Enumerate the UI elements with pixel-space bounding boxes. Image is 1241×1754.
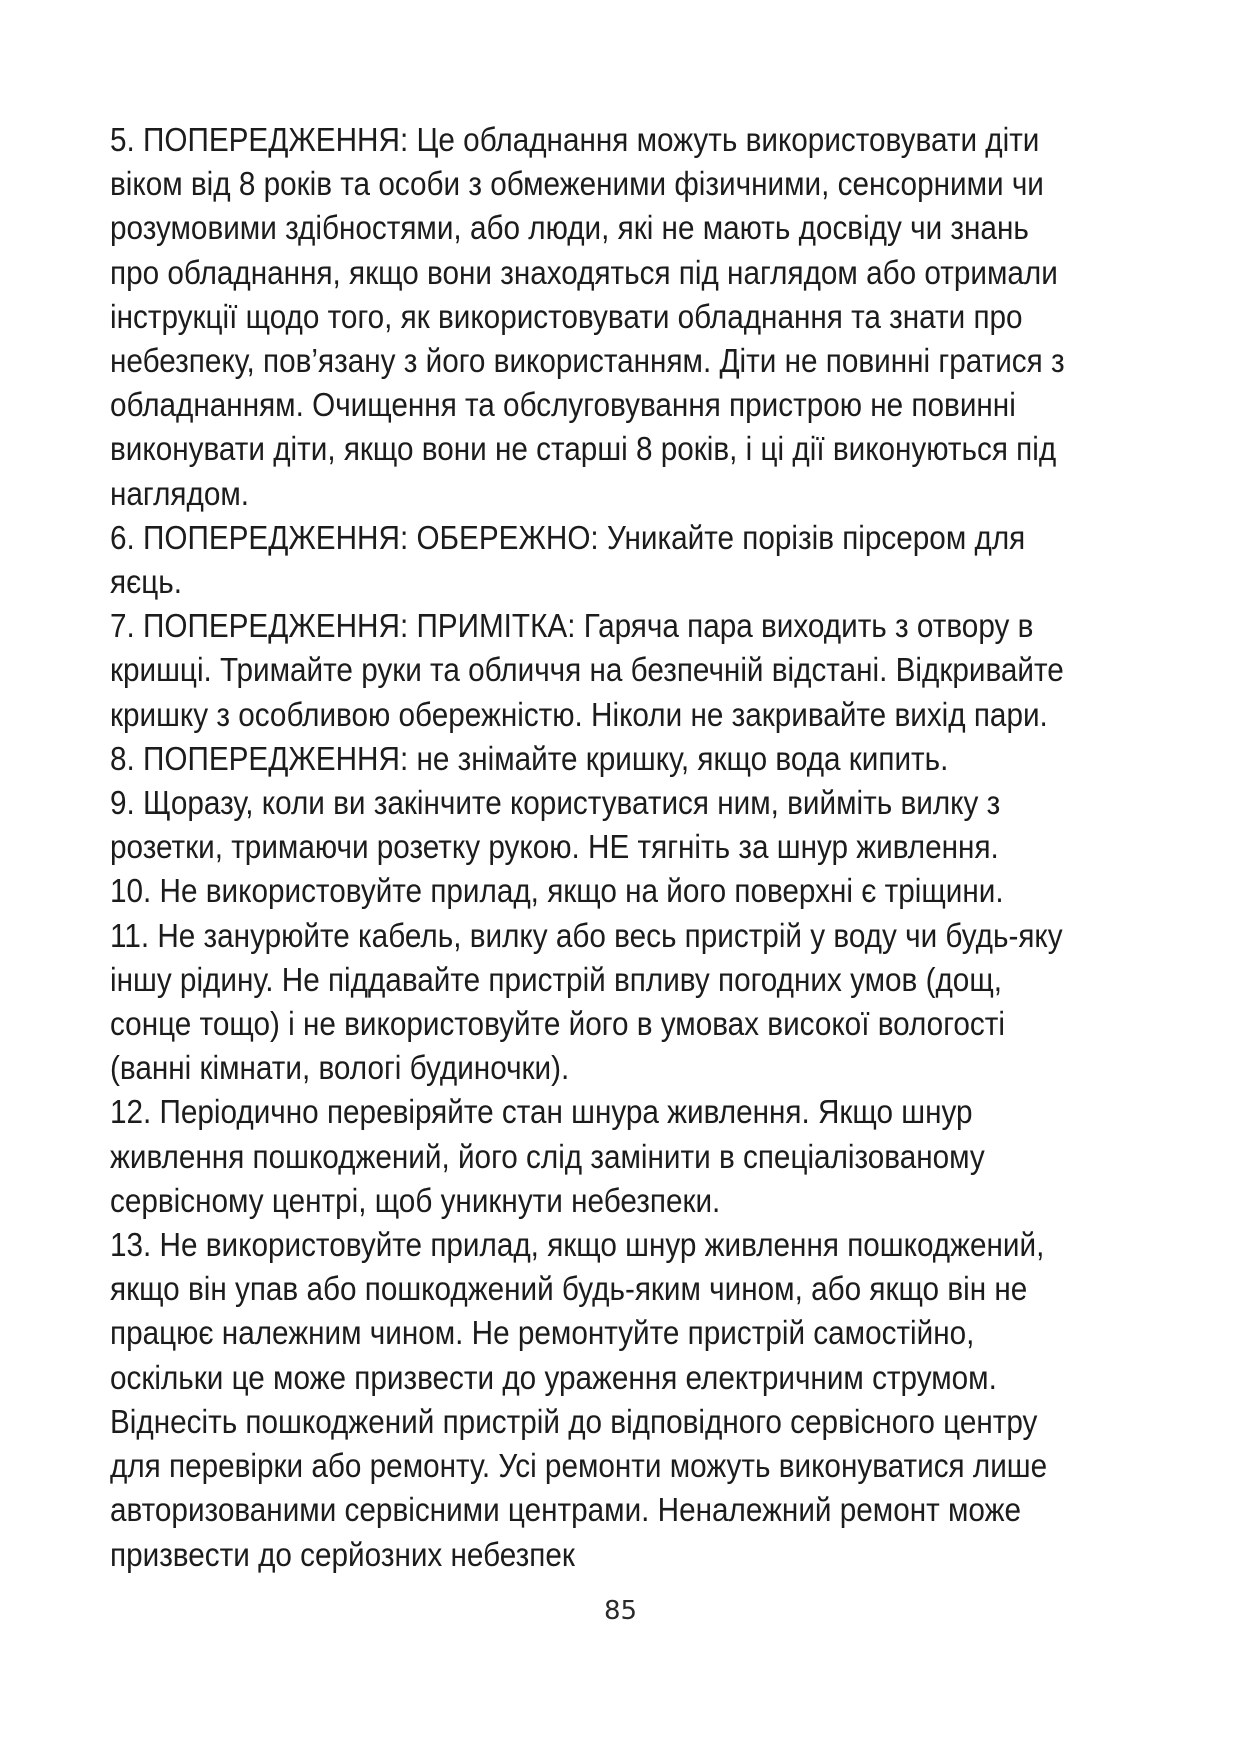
warning-item-7: 7. ПОПЕРЕДЖЕННЯ: ПРИМІТКА: Гаряча пара виходить з отвору в кришці. Тримайте руки та обличчя на безпечній відстані. Відкривайте кришку з особливою обережністю. Ніколи не закривайте вихід пари. xyxy=(110,607,1064,733)
instruction-item-9: 9. Щоразу, коли ви закінчите користуватися ним, вийміть вилку з розетки, тримаючи розетку рукою. НЕ тягніть за шнур живлення. xyxy=(110,784,1001,866)
instruction-item-11: 11. Не занурюйте кабель, вилку або весь пристрій у воду чи будь-яку іншу рідину. Не піддавайте пристрій впливу погодних умов (дощ, сонце тощо) і не використовуйте його в умовах високої вологості (ванні кімнати, вологі будиночки). xyxy=(110,916,1063,1087)
warning-item-5: 5. ПОПЕРЕДЖЕННЯ: Це обладнання можуть використовувати діти віком від 8 років та особи з обмеженими фізичними, сенсорними чи розумовими здібностями, або люди, які не мають досвіду чи знань про обладнання, якщо вони знаходяться під наглядом або отримали інструкції щодо того, як використовувати обладнання та знати про небезпеку, пов’язану з його використанням. Діти не повинні гратися з обладнанням. Очищення та обслуговування пристрою не повинні виконувати діти, якщо вони не старші 8 років, і ці дії виконуються під наглядом. xyxy=(110,121,1065,512)
page-number: 85 xyxy=(603,1596,638,1626)
document-body xyxy=(110,118,1082,1577)
instruction-item-10: 10. Не використовуйте прилад, якщо на його поверхні є тріщини. xyxy=(110,872,1004,910)
instruction-item-13: 13. Не використовуйте прилад, якщо шнур живлення пошкоджений, якщо він упав або пошкоджений будь-яким чином, або якщо він не працює належним чином. Не ремонтуйте пристрій самостійно, оскільки це може призвести до ураження електричним струмом. Віднесіть пошкоджений пристрій до відповідного сервісного центру для перевірки або ремонту. Усі ремонти можуть виконуватися лише авторизованими сервісними центрами. Неналежний ремонт може призвести до серйозних небезпек xyxy=(110,1226,1048,1573)
warning-item-8: 8. ПОПЕРЕДЖЕННЯ: не знімайте кришку, якщо вода кипить. xyxy=(110,739,949,777)
instruction-item-12: 12. Періодично перевіряйте стан шнура живлення. Якщо шнур живлення пошкоджений, його слід замінити в спеціалізованому сервісному центрі, щоб уникнути небезпеки. xyxy=(110,1093,985,1219)
warning-item-6: 6. ПОПЕРЕДЖЕННЯ: ОБЕРЕЖНО: Уникайте порізів пірсером для яєць. xyxy=(110,518,1026,601)
